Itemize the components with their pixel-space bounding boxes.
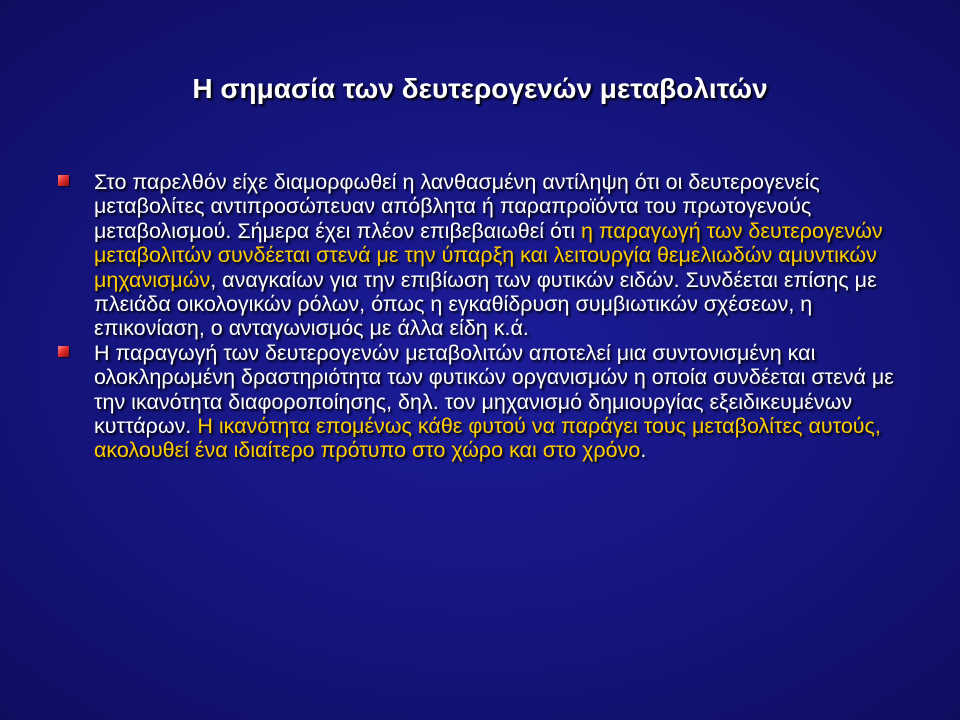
bullet-2-text-end: . (640, 438, 647, 463)
slide-body (52, 170, 902, 463)
bullet-square-icon (58, 175, 69, 186)
bullet-2-text-start: Η παραγωγή των δευτερογενών μεταβολιτών αποτελεί μια συντονισμένη και ολοκληρωμένη δραστηριότητα των φυτικών οργανισμών η οποία συνδέεται στενά με την ικανότητα διαφοροποίησης, δηλ. τον μηχανισμό δημιουργίας εξειδικευμένων κυττάρων. (94, 340, 894, 439)
bullet-2-text-highlight: Η ικανότητα επομένως κάθε φυτού να παράγει τους μεταβολίτες αυτούς, ακολουθεί ένα ιδιαίτερο πρότυπο στο χώρο και στο χρόνο (94, 414, 881, 463)
bullet-item-2 (52, 341, 902, 463)
slide-title: Η σημασία των δευτερογενών μεταβολιτών (192, 73, 768, 104)
bullet-1-text-highlight: η παραγωγή των δευτερογενών μεταβολιτών συνδέεται στενά με την ύπαρξη και λειτουργία θεμελιωδών αμυντικών μηχανισμών (94, 218, 883, 292)
bullet-square-icon (58, 346, 69, 357)
bullet-1-text-start: Στο παρελθόν είχε διαμορφωθεί η λανθασμένη αντίληψη ότι οι δευτερογενείς μεταβολίτες αντιπροσώπευαν απόβλητα ή παραπροϊόντα του πρωτογενούς μεταβολισμού. Σήμερα έχει πλέον επιβεβαιωθεί ότι (94, 170, 820, 243)
bullet-item-1 (52, 170, 902, 341)
bullet-1-text-end: , αναγκαίων για την επιβίωση των φυτικών ειδών. Συνδέεται επίσης με πλειάδα οικολογικών ρόλων, όπως η εγκαθίδρυση συμβιωτικών σχέσεων, η επικονίαση, ο ανταγωνισμός με άλλα είδη κ.ά. (94, 267, 877, 341)
